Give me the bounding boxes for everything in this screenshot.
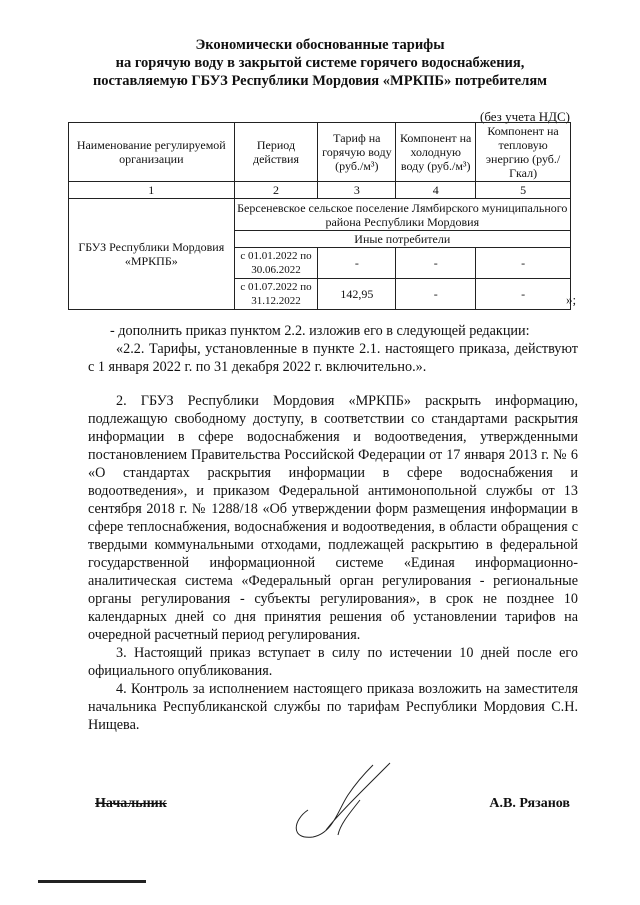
cold-cell: -	[396, 248, 476, 279]
tariff-cell: 142,95	[318, 279, 396, 310]
col-number: 1	[69, 182, 235, 199]
header-tariff: Тариф на горячую воду (руб./м³)	[318, 123, 396, 182]
consumers-cell: Иные потребители	[234, 231, 570, 248]
doc-title-line-1: Экономически обоснованные тарифы	[195, 37, 445, 53]
paragraph-3: 2. ГБУЗ Республики Мордовия «МРКПБ» раскрыть информацию, подлежащую свободному доступу, в соответствии со стандартами раскрытия информации в сфере водоснабжения и водоотведения, утвержденными постановлением Правительства Российской Федерации от 17 января 2013 г. № 6 «О стандартах раскрытия информации в сфере водоснабжения и водоотведения», и приказом Федеральной антимонопольной службы от 13 сентября 2018 г. № 1288/18 «Об утверждении форм размещения информации в сфере теплоснабжения, водоснабжения и водоотведения, в области обращения с твердыми коммунальными отходами, подлежащей раскрытию в федеральной государственной информационной системе «Единая информационно-аналитическая система «Федеральный орган регулирования - региональные органы регулирования - субъекты регулирования», в срок не позднее 10 календарных дней со дня принятия решения об установлении тарифов на очередной расчетный период регулирования.	[88, 393, 578, 643]
col-number: 4	[396, 182, 476, 199]
handwritten-signature	[278, 755, 398, 845]
vat-note: (без учета НДС)	[479, 109, 570, 124]
heat-cell: -	[476, 279, 571, 310]
header-org: Наименование регулируемой организации	[69, 123, 235, 182]
paragraph-disclosure	[88, 392, 578, 734]
col-number: 2	[234, 182, 318, 199]
period-cell: с 01.07.2022 по 31.12.2022	[234, 279, 318, 310]
header-period: Период действия	[234, 123, 318, 182]
header-cold: Компонент на холодную воду (руб./м³)	[396, 123, 476, 182]
signature-name: А.В. Рязанов	[489, 796, 570, 811]
heat-cell: -	[476, 248, 571, 279]
paragraph-5: 4. Контроль за исполнением настоящего приказа возложить на заместителя начальника Республиканской службы по тарифам Республики Мордовия С.Н. Нищева.	[88, 681, 578, 733]
footer-rule	[38, 880, 146, 883]
table-header-row	[69, 123, 571, 182]
settlement-row	[69, 199, 571, 231]
settlement-cell: Берсеневское сельское поселение Лямбирского муниципального района Республики Мордовия	[234, 199, 570, 231]
paragraph-amendment	[88, 322, 578, 376]
doc-title-line-3: поставляемую ГБУЗ Республики Мордовия «МРКПБ» потребителям	[92, 73, 548, 89]
paragraph-1: - дополнить приказ пунктом 2.2. изложив его в следующей редакции:	[110, 323, 530, 339]
period-cell: с 01.01.2022 по 30.06.2022	[234, 248, 318, 279]
col-number: 3	[318, 182, 396, 199]
doc-title-line-2: на горячую воду в закрытой системе горячего водоснабжения,	[115, 55, 525, 71]
table-number-row	[69, 182, 571, 199]
header-heat: Компонент на тепловую энергию (руб./Гкал)	[476, 123, 571, 182]
org-name-cell: ГБУЗ Республики Мордовия «МРКПБ»	[69, 199, 235, 310]
col-number: 5	[476, 182, 571, 199]
paragraph-4: 3. Настоящий приказ вступает в силу по истечении 10 дней после его официального опубликования.	[88, 645, 578, 679]
table-closing-quote: »;	[566, 292, 577, 307]
signature-position: Начальник	[95, 796, 167, 811]
tariff-cell: -	[318, 248, 396, 279]
cold-cell: -	[396, 279, 476, 310]
paragraph-2: «2.2. Тарифы, установленные в пункте 2.1. настоящего приказа, действуют с 1 января 2022 г. по 31 декабря 2022 г. включительно.».	[88, 341, 578, 375]
tariff-table	[68, 122, 571, 310]
